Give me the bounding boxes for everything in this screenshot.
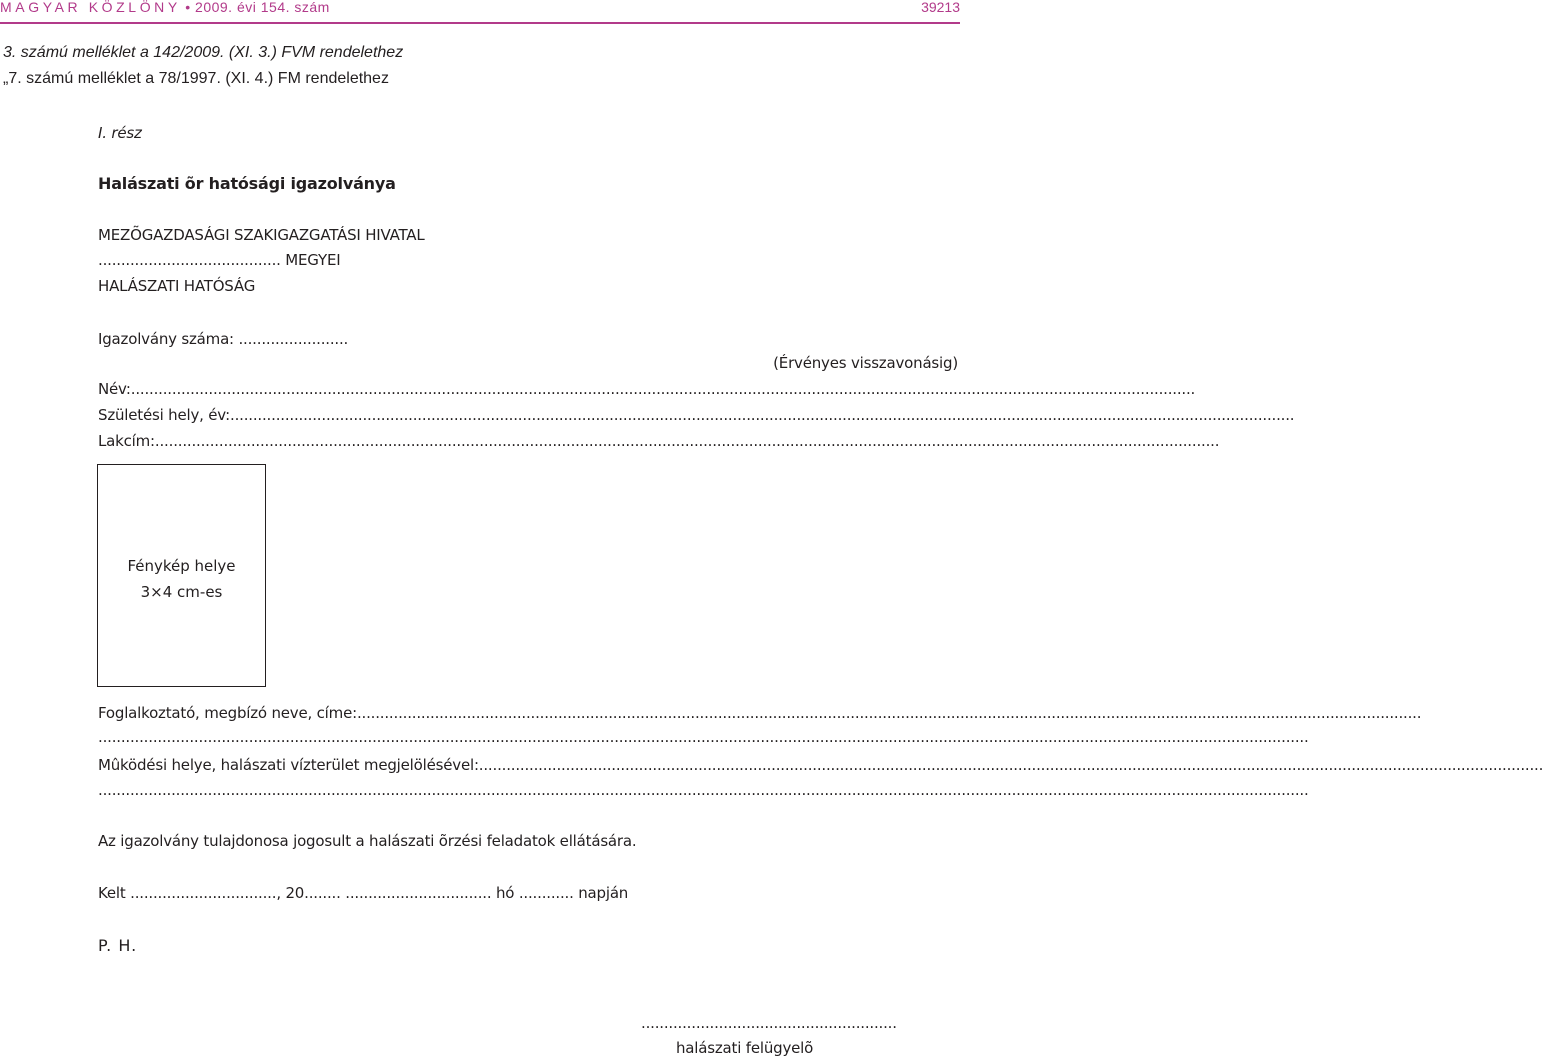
address-label: Lakcím: xyxy=(98,432,155,450)
header-rule xyxy=(0,22,960,24)
authority-department: HALÁSZATI HATÓSÁG xyxy=(98,277,256,295)
workplace-label: Mûködési helye, halászati vízterület megjelölésével: xyxy=(98,756,479,774)
date-line: Kelt ................................, 20........ ................................ hó ............ napján xyxy=(98,884,629,902)
birth-label: Születési hely, év: xyxy=(98,406,231,424)
employer-continuation: ......................................................................................................................................................................................................................................................................... xyxy=(98,728,1309,746)
county-line: ........................................ MEGYEI xyxy=(98,251,341,269)
page-number: 39213 xyxy=(921,0,960,15)
authority-name: MEZÕGAZDASÁGI SZAKIGAZGATÁSI HIVATAL xyxy=(98,226,425,244)
photo-size: 3×4 cm-es xyxy=(140,583,223,601)
annex-reference-2: „7. számú melléklet a 78/1997. (XI. 4.) FM rendelethez xyxy=(3,70,389,87)
name-field: Név:......................................................................................................................................................................................................................................... xyxy=(98,380,1196,398)
address-field: Lakcím:......................................................................................................................................................................................................................................... xyxy=(98,432,1220,450)
stamp-placeholder: P. H. xyxy=(98,936,138,955)
issue-info: 2009. évi 154. szám xyxy=(195,0,330,15)
name-label: Név: xyxy=(98,380,131,398)
photo-placeholder xyxy=(97,464,266,687)
journal-name: MAGYAR KÖZLÖNY xyxy=(0,0,181,15)
signatory-title: halászati felügyelõ xyxy=(676,1039,814,1057)
validity-note: (Érvényes visszavonásig) xyxy=(773,354,958,372)
header-bullet: • xyxy=(185,0,191,15)
workplace-continuation: ......................................................................................................................................................................................................................................................................... xyxy=(98,781,1309,799)
part-label: I. rész xyxy=(98,124,142,142)
employer-field: Foglalkoztató, megbízó neve, címe:......................................................................................................................................................................................................................................... xyxy=(98,704,1422,722)
signature-line: ........................................................ xyxy=(641,1014,897,1032)
id-number-field: Igazolvány száma: ........................ xyxy=(98,330,349,348)
running-header xyxy=(0,0,330,15)
entitlement-statement: Az igazolvány tulajdonosa jogosult a halászati õrzési feladatok ellátására. xyxy=(98,832,637,850)
birth-field: Születési hely, év:......................................................................................................................................................................................................................................... xyxy=(98,406,1295,424)
employer-label: Foglalkoztató, megbízó neve, címe: xyxy=(98,704,357,722)
document-title: Halászati õr hatósági igazolványa xyxy=(98,174,396,193)
photo-label: Fénykép helye xyxy=(127,557,236,575)
workplace-field: Mûködési helye, halászati vízterület megjelölésével:......................................................................................................................................................................................................................................... xyxy=(98,756,1543,774)
annex-reference-1: 3. számú melléklet a 142/2009. (XI. 3.) FVM rendelethez xyxy=(3,44,404,61)
